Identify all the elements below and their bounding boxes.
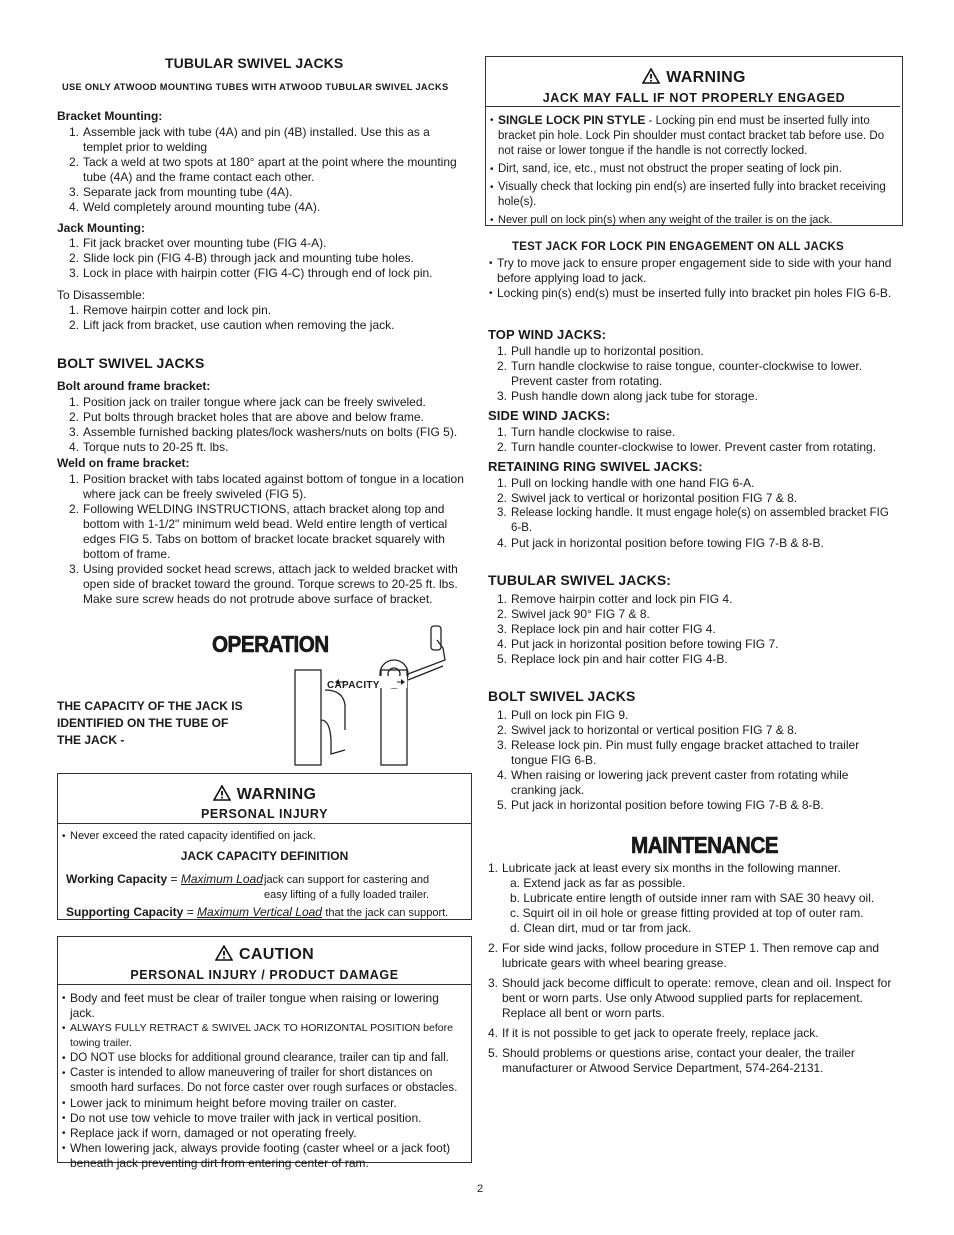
list-item: 2. Swivel jack to vertical or horizontal position FIG 7 & 8.: [497, 491, 798, 505]
list-item: 4. Torque nuts to 20-25 ft. lbs.: [69, 440, 229, 454]
warning-box-jack-may-fall: [485, 56, 903, 226]
list-item: • Body and feet must be clear of trailer tongue when raising or lowering jack.: [58, 991, 463, 1021]
maint-substeps: a. Extend jack as far as possible. b. Lubricate entire length of outside inner ram with SAE 30 heavy oil. c. Squirt oil in oil hole or grease fitting provided at top of outer ram. d. Clean dirt, mud or tar from jack.: [510, 876, 875, 935]
operation-title: OPERATION: [212, 631, 329, 657]
bracket-steps: [57, 125, 467, 215]
bolt-around-steps: [57, 395, 467, 455]
top-wind-steps: [485, 344, 897, 404]
jack-capacity-illustration: [285, 620, 475, 770]
warning-triangle-icon: [213, 785, 231, 801]
warning-subtitle: JACK MAY FALL IF NOT PROPERLY ENGAGED: [542, 91, 846, 105]
list-item: 2. Following WELDING INSTRUCTIONS, attach bracket along top and bottom with 1-1/2" minimum weld bead. Weld entire length of vertical edges FIG 5. Tabs on bottom of bracket locate bracket squarely with bottom of frame.: [69, 502, 448, 561]
list-item: • Never exceed the rated capacity identified on jack.: [58, 829, 471, 844]
bolt-around-heading: Bolt around frame bracket:: [57, 379, 211, 393]
list-item: 1. Remove hairpin cotter and lock pin FIG 4.: [497, 592, 733, 606]
list-item: 3. Release lock pin. Pin must fully engage bracket attached to trailer tongue FIG 6-B.: [497, 738, 860, 767]
list-item: 2. Swivel jack to horizontal or vertical position FIG 7 & 8.: [497, 723, 798, 737]
list-item: 2. Tack a weld at two spots at 180° apart at the point where the mounting tube (4A) and the frame contact each other.: [69, 155, 457, 184]
maintenance-title: MAINTENANCE: [631, 832, 779, 858]
list-item: 3. Replace lock pin and hair cotter FIG 4.: [497, 622, 716, 636]
list-item: 3. Lock in place with hairpin cotter (FIG 4-C) through end of lock pin.: [69, 266, 433, 280]
weld-on-heading: Weld on frame bracket:: [57, 456, 190, 470]
tubular-swivel-title: TUBULAR SWIVEL JACKS:: [488, 572, 672, 588]
caution-subtitle: PERSONAL INJURY / PRODUCT DAMAGE: [130, 968, 399, 982]
list-item: 1. Remove hairpin cotter and lock pin.: [69, 303, 272, 317]
list-item: 3. Using provided socket head screws, attach jack to welded bracket with open side of bracket toward the ground. Torque screws to 20-25 ft. lbs. Make sure screw heads do not protrude above surface of bracket.: [69, 562, 458, 606]
tubular-note: USE ONLY ATWOOD MOUNTING TUBES WITH ATWOOD TUBULAR SWIVEL JACKS: [62, 82, 449, 92]
list-item: 1. Turn handle clockwise to raise.: [497, 425, 676, 439]
warning-triangle-icon: [215, 945, 233, 961]
tubular-steps: [485, 592, 897, 667]
list-item: 1. Position jack on trailer tongue where jack can be freely swiveled.: [69, 395, 426, 409]
list-item: 4. Put jack in horizontal position before towing FIG 7.: [497, 637, 779, 651]
list-item: 2. Turn handle clockwise to raise tongue, counter-clockwise to lower. Prevent caster from rotating.: [497, 359, 863, 388]
list-item: • Replace jack if worn, damaged or not operating freely.: [58, 1126, 463, 1141]
warning-box-personal-injury: [57, 773, 472, 920]
jack-mounting-heading: Jack Mounting:: [57, 221, 146, 235]
list-item: 1. Pull handle up to horizontal position.: [497, 344, 704, 358]
maintenance-list: [485, 861, 901, 1076]
list-item: • Dirt, sand, ice, etc., must not obstruct the proper seating of lock pin.: [486, 162, 896, 177]
disassemble-heading: To Disassemble:: [57, 288, 146, 302]
caution-title: CAUTION: [58, 945, 471, 964]
working-capacity-desc: jack can support for castering and easy lifting of a fully loaded trailer.: [264, 874, 430, 901]
list-item: • Lower jack to minimum height before moving trailer on caster.: [58, 1096, 463, 1111]
capacity-definition-title: JACK CAPACITY DEFINITION: [180, 849, 349, 863]
list-item: 1. Pull on locking handle with one hand FIG 6-A.: [497, 476, 755, 490]
list-item: 5. Put jack in horizontal position before towing FIG 7-B & 8-B.: [497, 798, 824, 812]
list-item: 4. When raising or lowering jack prevent caster from rotating while cranking jack.: [497, 768, 849, 797]
supporting-capacity-row: Supporting Capacity = Maximum Vertical Load that the jack can support.: [66, 905, 449, 919]
list-item: 2. For side wind jacks, follow procedure in STEP 1. Then remove cap and lubricate gears with wheel bearing grease.: [488, 941, 880, 970]
list-item: 4. If it is not possible to get jack to operate freely, replace jack.: [488, 1026, 819, 1040]
list-item: • Try to move jack to ensure proper engagement side to side with your hand before applying load to jack.: [485, 256, 897, 286]
capacity-text: THE CAPACITY OF THE JACK IS IDENTIFIED ON THE TUBE OF THE JACK -: [57, 699, 243, 747]
side-wind-steps: [485, 425, 897, 455]
disassemble-steps: [57, 303, 467, 333]
list-item: 2. Lift jack from bracket, use caution when removing the jack.: [69, 318, 395, 332]
list-item: 3. Release locking handle. It must engage hole(s) on assembled bracket FIG 6-B.: [497, 507, 889, 534]
retaining-steps: [485, 476, 897, 551]
list-item: • Do not use tow vehicle to move trailer with jack in vertical position.: [58, 1111, 463, 1126]
list-item: 3. Assemble furnished backing plates/lock washers/nuts on bolts (FIG 5).: [69, 425, 458, 439]
list-item: • Locking pin(s) end(s) must be inserted fully into bracket pin holes FIG 6-B.: [485, 286, 897, 301]
page-number: 2: [477, 1183, 484, 1195]
warning-triangle-icon: [642, 68, 660, 84]
caution-box: [57, 936, 472, 1170]
list-item: • SINGLE LOCK PIN STYLE - Locking pin end must be inserted fully into bracket pin hole. Lock Pin shoulder must contact bracket tab before use. Do not raise or lower tongue if the handle is not correctly locked.: [486, 113, 896, 159]
bolt-steps: [485, 708, 897, 813]
list-item: 1. Lubricate jack at least every six months in the following manner. a. Extend jack as far as possible. b. Lubricate entire length of outside inner ram with SAE 30 heavy oil. c. Squirt oil in oil hole or grease fitting provided at top of outer ram. d. Clean dirt, mud or tar from jack.: [485, 861, 901, 936]
list-item: • ALWAYS FULLY RETRACT & SWIVEL JACK TO HORIZONTAL POSITION before towing trailer.: [58, 1021, 463, 1051]
warning-subtitle: PERSONAL INJURY: [200, 807, 329, 821]
list-item: • Caster is intended to allow maneuvering of trailer for short distances on smooth hard surfaces. Do not force caster over rough surfaces or obstacles.: [58, 1066, 463, 1096]
list-item: 1. Fit jack bracket over mounting tube (FIG 4-A).: [69, 236, 327, 250]
list-item: 2. Put bolts through bracket holes that are above and below frame.: [69, 410, 424, 424]
list-item: • Visually check that locking pin end(s) are inserted fully into bracket receiving hole(s).: [486, 180, 896, 210]
warning-title: WARNING: [486, 68, 902, 87]
tubular-swivel-title: TUBULAR SWIVEL JACKS: [165, 55, 344, 71]
weld-steps: [57, 472, 469, 607]
list-item: 4. Weld completely around mounting tube (4A).: [69, 200, 321, 214]
list-item: • Never pull on lock pin(s) when any weight of the trailer is on the jack.: [486, 213, 896, 228]
list-item: 1. Position bracket with tabs located against bottom of tongue in a location where jack can be freely swiveled (FIG 5).: [69, 472, 464, 501]
capacity-label: CAPACITY: [327, 680, 380, 691]
caution-bullets: [58, 991, 471, 1171]
list-item: 2. Turn handle counter-clockwise to lower. Prevent caster from rotating.: [497, 440, 877, 454]
working-capacity-row: Working Capacity = Maximum Load: [66, 872, 263, 886]
warning-title: WARNING: [58, 785, 471, 804]
top-wind-title: TOP WIND JACKS:: [488, 327, 607, 342]
list-item: 1. Pull on lock pin FIG 9.: [497, 708, 629, 722]
retaining-ring-title: RETAINING RING SWIVEL JACKS:: [488, 459, 703, 474]
warning-bullets: [486, 113, 902, 228]
bracket-mounting-heading: Bracket Mounting:: [57, 109, 163, 123]
list-item: 5. Should problems or questions arise, contact your dealer, the trailer manufacturer or Atwood Service Department, 574-264-2131.: [488, 1046, 855, 1075]
jack-steps: [57, 236, 467, 281]
list-item: 3. Separate jack from mounting tube (4A).: [69, 185, 293, 199]
bolt-swivel-title: BOLT SWIVEL JACKS: [488, 688, 636, 704]
list-item: 3. Push handle down along jack tube for storage.: [497, 389, 758, 403]
list-item: 1. Assemble jack with tube (4A) and pin (4B) installed. Use this as a templet prior to welding: [69, 125, 430, 154]
list-item: 2. Slide lock pin (FIG 4-B) through jack and mounting tube holes.: [69, 251, 414, 265]
warning-bullets: [58, 829, 471, 844]
test-jack-title: TEST JACK FOR LOCK PIN ENGAGEMENT ON ALL JACKS: [512, 241, 844, 253]
list-item: • DO NOT use blocks for additional ground clearance, trailer can tip and fall.: [58, 1051, 463, 1066]
list-item: • When lowering jack, always provide footing (caster wheel or a jack foot) beneath jack preventing dirt from entering center of ram.: [58, 1141, 463, 1171]
bolt-swivel-title: BOLT SWIVEL JACKS: [57, 355, 205, 371]
list-item: 4. Put jack in horizontal position before towing FIG 7-B & 8-B.: [497, 536, 824, 550]
list-item: 5. Replace lock pin and hair cotter FIG 4-B.: [497, 652, 728, 666]
side-wind-title: SIDE WIND JACKS:: [488, 408, 611, 423]
list-item: 2. Swivel jack 90° FIG 7 & 8.: [497, 607, 650, 621]
test-bullets: [485, 256, 897, 301]
list-item: 3. Should jack become difficult to operate: remove, clean and oil. Inspect for bent or worn parts. Use only Atwood supplied parts for replacement. Replace all bent or worn parts.: [488, 976, 892, 1020]
